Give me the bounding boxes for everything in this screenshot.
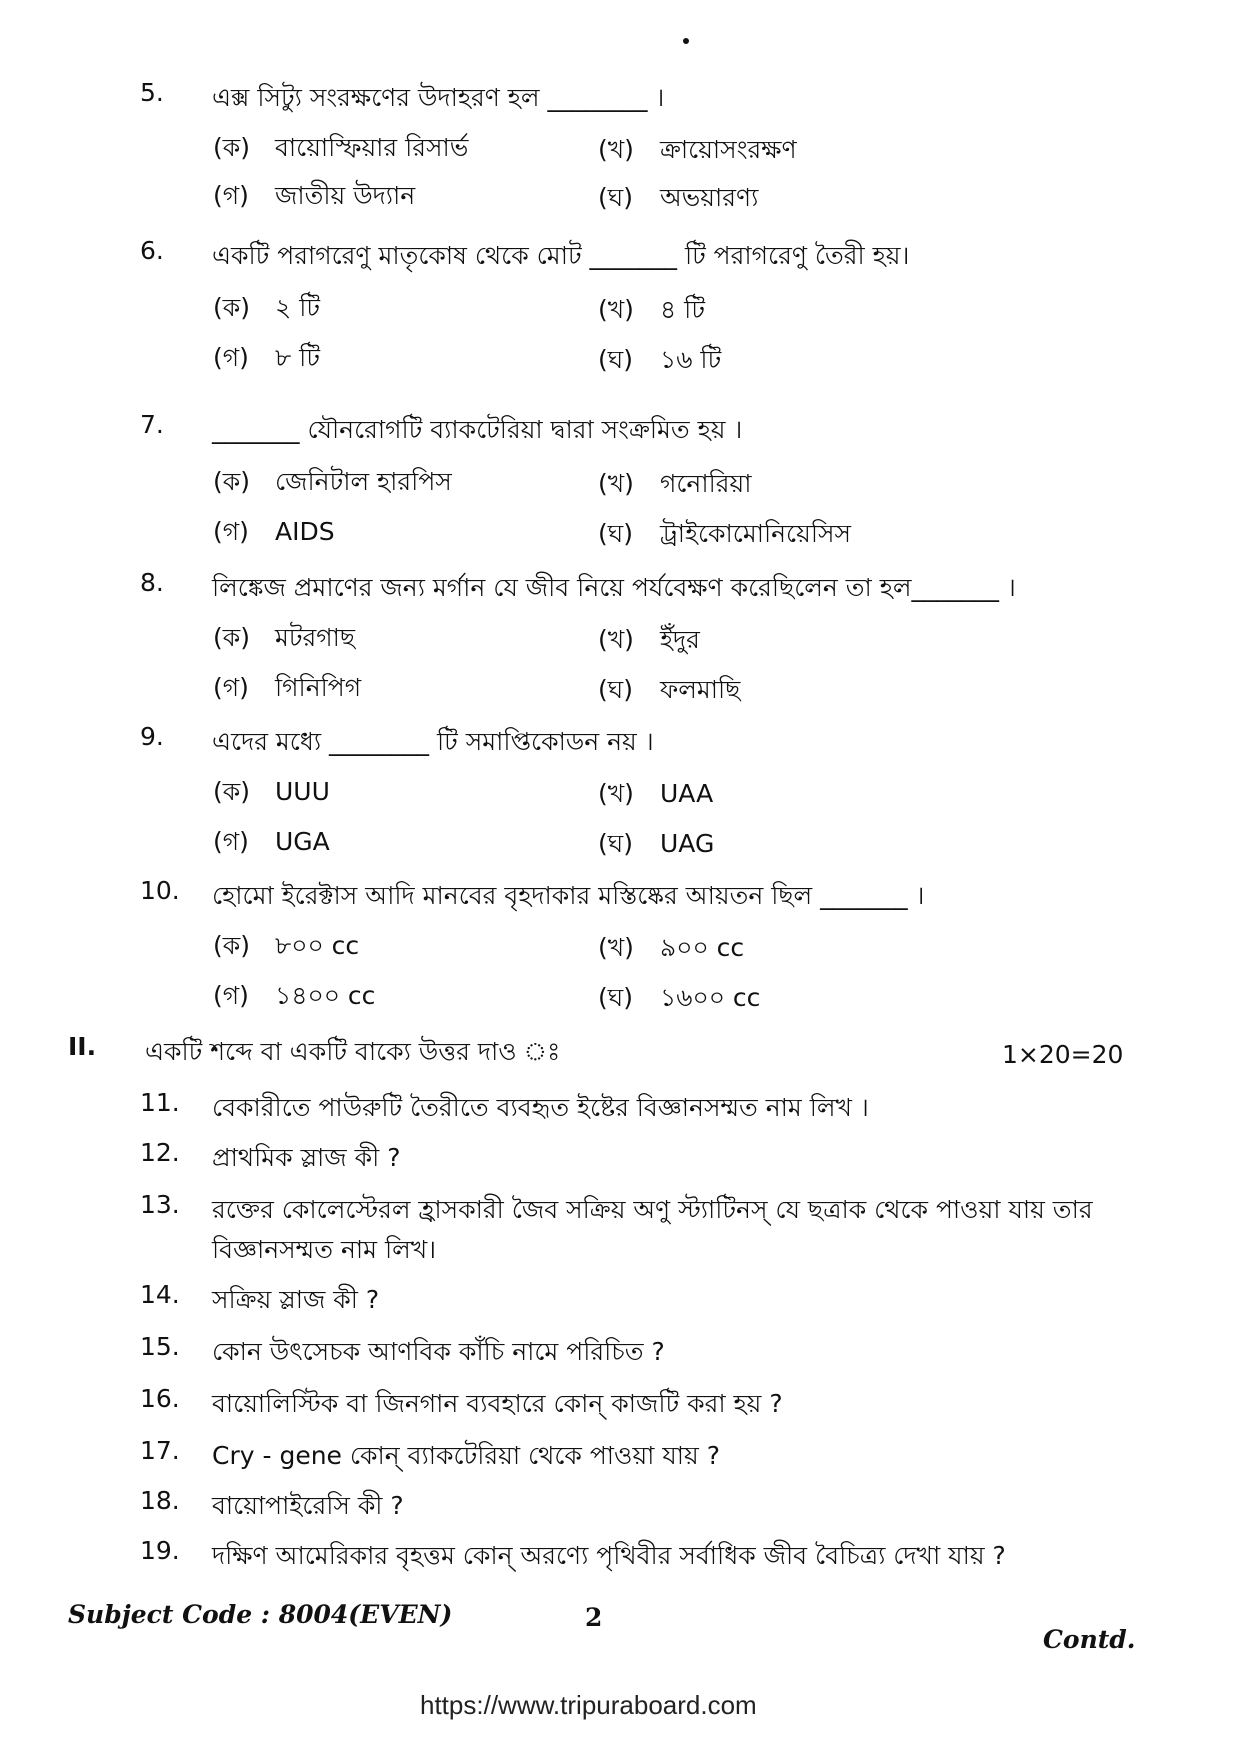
exam-page: 5. এক্স সিট্যু সংরক্ষণের উদাহরণ হল ________ । (ক) বায়োস্ফিয়ার রিসার্ভ (খ) ক্রায়োসংরক্ষণ (গ) জাতীয় উদ্যান (ঘ) অভয়ারণ্য 6. একটি পরাগরেণু মাতৃকোষ থেকে মোট _______ টি পরাগরেণু তৈরী হয়। (ক) ২ টি (খ) ৪ টি (গ) ৮ টি (ঘ) ১৬ টি 7. _______ যৌনরোগটি ব্যাকটেরিয়া দ্বারা সংক্রমিত হয় । (ক) জেনিটাল হারপিস (খ) গনোরিয়া (গ) AIDS (ঘ) ট্রাইকোমোনিয়েসিস 8. লিঙ্কেজ প্রমাণের জন্য মর্গান যে জীব নিয়ে পর্যবেক্ষণ করেছিলেন তা হল_______ । (ক) মটরগাছ (খ) ইঁদুর (গ) গিনিপিগ (ঘ) ফলমাছি 9. এদের মধ্যে ________ টি সমাপ্তিকোডন নয় । (ক) UUU (খ) UAA (গ) UGA (ঘ) UAG 10. হোমো ইরেক্টাস আদি মানবের বৃহদাকার মস্তিষ্কের আয়তন ছিল _______ । (ক) ৮০০ cc (খ) ৯০০ cc (গ) ১৪০০ cc (ঘ) ১৬০০ cc II. একটি শব্দে বা একটি বাক্যে উত্তর দাও ঃ 1×20=20 11. বেকারীতে পাউরুটি তৈরীতে ব্যবহৃত ইষ্টের বিজ্ঞানসম্মত নাম লিখ । 12. প্রাথমিক স্লাজ কী ? 13. রক্তের কোলেস্টেরল হ্রাসকারী জৈব সক্রিয় অণু স্ট্যাটিনস্ যে ছত্রাক থেকে পাওয়া যায় তার বিজ্ঞানসম্মত নাম লিখ। 14. সক্রিয় স্লাজ কী ? 15. কোন উৎসেচক আণবিক কাঁচি নামে পরিচিত ? 16. বায়োলিস্টিক বা জিনগান ব্যবহারে কোন্ কাজটি করা হয় ? 17. Cry - gene কোন্ ব্যাকটেরিয়া থেকে পাওয়া যায় ? 18. বায়োপাইরেসি কী ? 19. দক্ষিণ আমেরিকার বৃহত্তম কোন্ অরণ্যে পৃথিবীর সর্বাধিক জীব বৈচিত্র্য দেখা যায় ? Subject Code : 8004(EVEN) 2 Contd. https://www.tripuraboard.com [0,0,1241,1754]
option: (খ) ক্রায়োসংরক্ষণ [598,135,797,164]
option: (ঘ) ট্রাইকোমোনিয়েসিস [598,519,851,548]
option: (গ) জাতীয় উদ্যান [213,181,416,210]
option: (গ) UGA [213,827,330,856]
option: (ক) UUU [213,777,330,806]
option: (ক) ২ টি [213,293,320,322]
option: (ঘ) ১৬০০ cc [598,983,761,1012]
question-number: 7. [140,410,164,439]
option: (গ) ১৪০০ cc [213,981,376,1010]
option: (ঘ) ফলমাছি [598,675,741,704]
option: (ঘ) UAG [598,829,715,858]
question-number: 5. [140,78,164,107]
option: (ঘ) ১৬ টি [598,345,722,374]
option: (ক) বায়োস্ফিয়ার রিসার্ভ [213,133,469,162]
section-title: একটি শব্দে বা একটি বাক্যে উত্তর দাও ঃ [145,1037,561,1066]
option: (গ) গিনিপিগ [213,673,362,702]
question-number: 9. [140,722,164,751]
option: (গ) ৮ টি [213,343,320,372]
question-number: 10. [140,876,180,905]
option: (খ) UAA [598,779,714,808]
question-text: একটি পরাগরেণু মাতৃকোষ থেকে মোট _______ টি পরাগরেণু তৈরী হয়। [212,241,910,270]
subject-code: Subject Code : 8004(EVEN) [68,1600,453,1629]
page-number: 2 [585,1603,603,1632]
option: (ঘ) অভয়ারণ্য [598,183,759,212]
question-number: 6. [140,236,164,265]
section-number: II. [68,1032,97,1061]
question-text: _______ যৌনরোগটি ব্যাকটেরিয়া দ্বারা সংক্রমিত হয় । [212,415,743,444]
continued-label: Contd. [1043,1625,1136,1654]
option: (ক) জেনিটাল হারপিস [213,467,452,496]
question-text: এদের মধ্যে ________ টি সমাপ্তিকোডন নয় । [212,727,654,756]
option: (খ) ইঁদুর [598,625,700,654]
option: (ক) মটরগাছ [213,623,356,652]
option: (খ) ৯০০ cc [598,933,745,962]
option: (গ) AIDS [213,517,335,546]
option: (খ) গনোরিয়া [598,469,752,498]
question-text: হোমো ইরেক্টাস আদি মানবের বৃহদাকার মস্তিষ্কের আয়তন ছিল _______ । [212,881,925,910]
watermark-url: https://www.tripuraboard.com [420,1690,757,1720]
question-text: এক্স সিট্যু সংরক্ষণের উদাহরণ হল ________ । [212,83,665,112]
section-marks: 1×20=20 [1002,1040,1124,1069]
question-text: লিঙ্কেজ প্রমাণের জন্য মর্গান যে জীব নিয়ে পর্যবেক্ষণ করেছিলেন তা হল_______ । [212,573,1016,602]
question-number: 8. [140,568,164,597]
option: (ক) ৮০০ cc [213,931,360,960]
scan-dot [683,38,689,44]
option: (খ) ৪ টি [598,295,705,324]
